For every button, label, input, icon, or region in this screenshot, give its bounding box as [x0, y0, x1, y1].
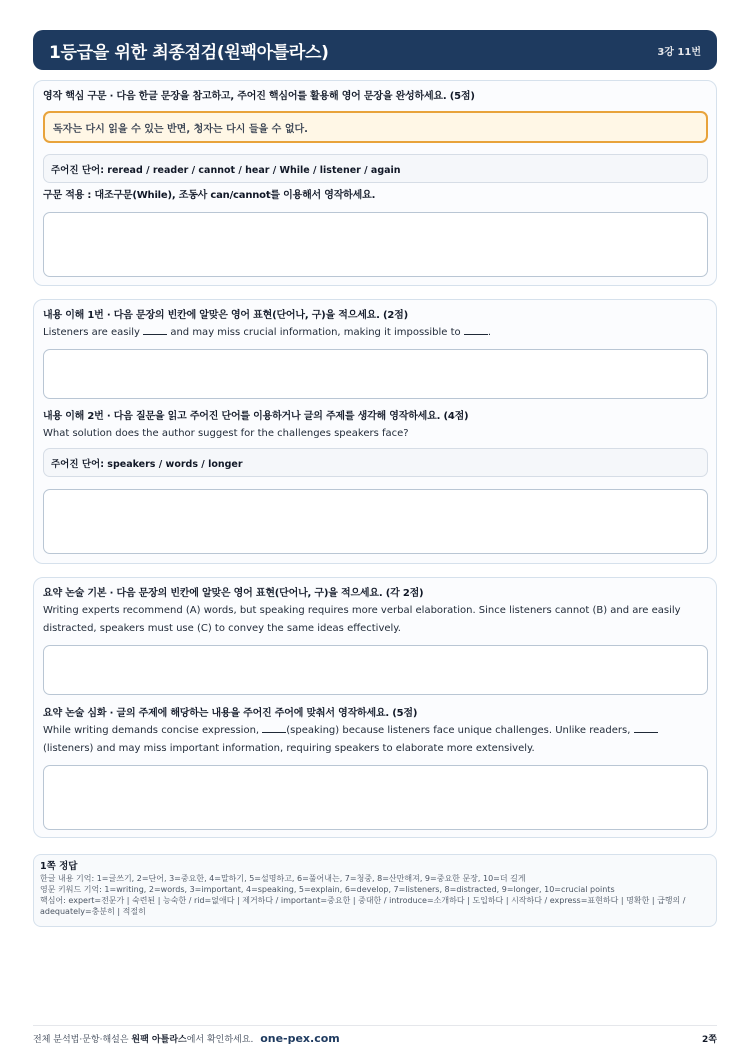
given-words-box: [43, 448, 708, 477]
text-part: .: [487, 327, 492, 338]
construction-rule: 구문 적용 : 대조구문(While), 조동사 can/cannot를 이용해서 영작하세요.: [43, 190, 376, 201]
question-text: [43, 722, 708, 758]
question-card-1: [33, 80, 717, 286]
question-title: 내용 이해 1번 · 다음 문장의 빈칸에 알맞은 영어 표현(단어나, 구)을 적으세요. (2점): [43, 310, 408, 321]
answer-key-line: 영문 키워드 기억: 1=writing, 2=words, 3=important, 4=speaking, 5=explain, 6=develop, 7=listeners, 8=distracted, 9=longer, 10=crucial points: [40, 885, 615, 894]
footer-note: [33, 1032, 340, 1045]
answer-key-line: 핵심어: expert=전문가 | 숙련된 | 능숙한 / rid=없애다 | 제거하다 / important=중요한 | 중대한 / introduce=소개하다 | 도입하다 | 시작하다 / express=표현하다 | 명확한 | 급행의 /: [40, 896, 686, 905]
text-part: and may miss crucial information, making it impossible to: [170, 327, 461, 338]
page-number: 2쪽: [702, 1035, 717, 1045]
question-title: 요약 논술 심화 · 글의 주제에 해당하는 내용을 주어진 주어에 맞춰서 영작하세요. (5점): [43, 708, 418, 719]
question-title: 영작 핵심 구문 · 다음 한글 문장을 참고하고, 주어진 핵심어를 활용해 영어 문장을 완성하세요. (5점): [43, 91, 475, 102]
answer-box[interactable]: [43, 765, 708, 830]
answer-box[interactable]: [43, 212, 708, 277]
footer-text: 에서 확인하세요.: [186, 1035, 254, 1045]
lesson-number: 3강 11번: [657, 46, 701, 58]
answer-key-line: adequately=충분히 | 적절히: [40, 907, 146, 916]
question-text: Writing experts recommend (A) words, but speaking requires more verbal elaboration. Since listeners cannot (B) and are easily distracted, speakers must use (C) to convey the same ideas effectively.: [43, 605, 681, 634]
answer-box[interactable]: [43, 489, 708, 554]
footer-link[interactable]: one-pex.com: [260, 1032, 340, 1045]
given-words: 주어진 단어: speakers / words / longer: [51, 458, 243, 470]
question-title: 내용 이해 2번 · 다음 질문을 읽고 주어진 단어를 이용하거나 글의 주제를 생각해 영작하세요. (4점): [43, 411, 469, 422]
page-footer: [33, 1032, 717, 1045]
page-header: [33, 30, 717, 70]
given-words: 주어진 단어: reread / reader / cannot / hear / While / listener / again: [51, 164, 401, 176]
answer-key-card: [33, 854, 717, 927]
korean-sentence-box: [43, 111, 708, 143]
question-text: What solution does the author suggest for the challenges speakers face?: [43, 428, 409, 439]
given-words-box: [43, 154, 708, 183]
text-part: Listeners are easily: [43, 327, 140, 338]
question-card-3: [33, 577, 717, 838]
text-part: While writing demands concise expression,: [43, 725, 260, 736]
question-card-2: [33, 299, 717, 564]
blank-line: [143, 326, 167, 335]
footer-divider: [33, 1025, 717, 1026]
blank-line: [464, 326, 488, 335]
blank-line: [262, 724, 286, 733]
text-part: (listeners) and may miss important information, requiring speakers to elaborate more extensively.: [43, 743, 535, 754]
page-title: 1등급을 위한 최종점검(원팩아틀라스): [49, 42, 329, 63]
korean-sentence: 독자는 다시 읽을 수 있는 반면, 청자는 다시 들을 수 없다.: [53, 123, 308, 135]
footer-brand: 원팩 아틀라스: [131, 1035, 187, 1045]
text-part: (speaking) because listeners face unique challenges. Unlike readers,: [286, 725, 631, 736]
answer-key-title: 1쪽 정답: [40, 861, 78, 872]
blank-line: [634, 724, 658, 733]
footer-text: 전체 분석법·문항·해설은: [33, 1035, 129, 1045]
question-title: 요약 논술 기본 · 다음 문장의 빈칸에 알맞은 영어 표현(단어나, 구)을 적으세요. (각 2점): [43, 588, 424, 599]
answer-key-line: 한글 내용 기억: 1=글쓰기, 2=단어, 3=중요한, 4=말하기, 5=설명하고, 6=풀어내는, 7=청중, 8=산만해져, 9=중요한 문장, 10=더 길게: [40, 874, 526, 883]
answer-box[interactable]: [43, 349, 708, 399]
question-text: [43, 324, 491, 342]
answer-box[interactable]: [43, 645, 708, 695]
